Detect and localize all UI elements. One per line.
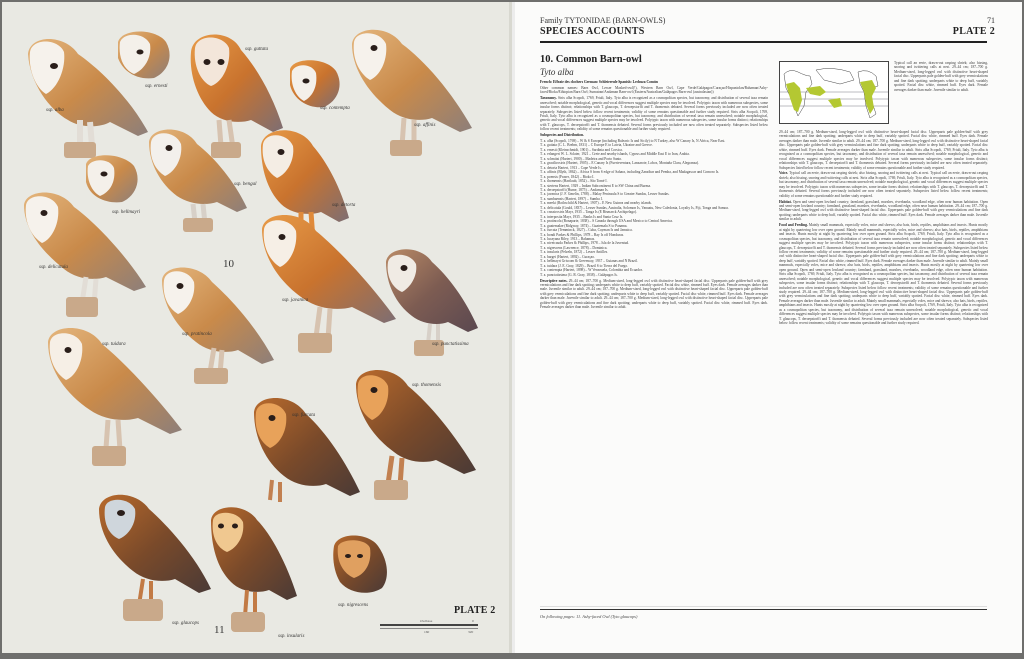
food-text-7: Strix alba Scopoli, 1769, Friuli, Italy. Tyto alba is recognized as a cosmopolitan species, but taxonomy, and distribution of several taxa remain unresolved; notable morphological, genetic and vocal differences suggest multiple species may be involved. Polytypic taxon with numerous subspecies, some insular forms distinct; relationships with T. glaucops, T. deroepstorffi and T. thomensis debated. Several forms previously included are now often treated separately. Subspecies listed below follow recent treatments; validity of some remains questionable and further study required. <box>779 272 988 295</box>
scale-mid: 160 <box>424 630 430 634</box>
subspecies-item: T. a. tuidara (J. E. Gray, 1829) – Brazil S to Tierra del Fuego. <box>540 263 629 268</box>
subspecies-item: T. a. alba (Scopoli, 1769) – W & S Europe (including Balearic Is and Sicily) to N Turkey, also W Canary Is, N Africa, Near East. <box>540 139 726 143</box>
subspecies-item: T. a. bondi Parkes & Phillips, 1978 – Bay Is off Honduras. <box>540 232 625 237</box>
subspecies-item: T. a. javanica (J. F. Gmelin, 1788) – Malay Peninsula S to Greater Sundas, Lesser Sundas. <box>540 192 670 197</box>
subspecies-item: T. a. ernesti (Kleinschmidt, 1901) – Sardinia and Corsica. <box>540 147 623 152</box>
habitat-text-3: 29–44 cm; 187–700 g. Medium-sized, long-legged owl with distinctive heart-shaped facial disc. Upperparts pale golden-buff with grey vermiculations and fine dark spotting; underparts white to deep buff, variably spotted. Facial disc white, rimmed buff. Eyes dark. Female averages darker than male. Juvenile similar to adult. <box>779 204 988 222</box>
food-label: Food and Feeding. <box>779 223 808 228</box>
subspecies-item: T. a. poensis (Fraser, 1842) – Bioko I. <box>540 174 595 179</box>
plate-page <box>2 2 509 653</box>
subspecies-item: T. a. sumbaensis (Hartert, 1897) – Sumba I. <box>540 196 603 201</box>
subspecies-item: T. a. schmitzi (Hartert, 1900) – Madeira and Porto Santo. <box>540 156 623 161</box>
owl-label-nigrescens: ssp. nigrescens <box>338 603 369 608</box>
text-column-right <box>779 130 988 605</box>
subspecies-item: T. a. crassirostris Mayr, 1935 – Tanga Is (E Bismarck Archipelago). <box>540 210 638 215</box>
subspecies-item: T. a. punctatissima (G. R. Gray, 1838) – Galápagos Is. <box>540 272 618 277</box>
food-text-5: Mainly small mammals, especially voles, mice and shrews; also bats, birds, reptiles, amphibians and insects. Hunts mostly at night by quartering low over open ground. <box>779 258 988 272</box>
running-head-plate: PLATE 2 <box>952 26 995 37</box>
owl-illustration-delicatula <box>20 185 150 320</box>
tax-cont: Strix alba Scopoli, 1769, Friuli, Italy. Tyto alba is recognized as a cosmopolitan species, but taxonomy, and distribution of several taxa remain unresolved; notable morphological, genetic and vocal differences suggest multiple species may be involved. Polytypic taxon with numerous subspecies, some insular forms distinct; relationships with T. glaucops, T. deroepstorffi and T. thomensis debated. Several forms previously included are now often treated separately. Subspecies listed below follow recent treatments; validity of some remains questionable and further study required. <box>779 147 988 170</box>
subspecies-item: T. a. contempta (Hartert, 1898) – W Venezuela, Colombia and Ecuador. <box>540 268 643 273</box>
owl-label-thomensis: ssp. thomensis <box>412 383 441 388</box>
owl-illustration-affinis <box>348 22 478 157</box>
subspecies-item: T. a. stertens Hartert, 1929 – Indian Subcontinent E to SW China and Burma. <box>540 183 651 188</box>
subspecies-item: T. a. meeki (Rothschild & Hartert, 1907) – E New Guinea and nearby islands. <box>540 201 652 206</box>
scale-bar-line <box>380 624 478 626</box>
scale-zero: 0 <box>472 619 474 623</box>
owl-illustration-glaucops <box>95 489 215 624</box>
owl-illustration-contempta <box>286 57 342 109</box>
subspecies-item: T. a. nigrescens (Lawrence, 1878) – Dominica. <box>540 245 608 250</box>
food-text-9: Mainly small mammals, especially voles, mice and shrews; also bats, birds, reptiles, amphibians and insects. Hunts mostly at night by quartering low over open ground. <box>779 298 988 308</box>
names-line: French: Effraie des clochers German: Schleiereule Spanish: Lechuza Común <box>540 80 658 84</box>
other-names: Other common names: Barn Owl, Lesser Masked-owl(!), Western Barn Owl, Cape Verde/Galápagos/Curaçao/Hispaniolan/Bahaman/Ashy-faced/Bioko/Ethiopian Barn Owl; Sumatran/Andaman Barn-owl (Eastern/Australian/Galápagos Barn-owl (australasian)) <box>540 85 768 95</box>
owl-label-guttata: ssp. guttata <box>245 47 269 52</box>
food-text-2: Mainly small mammals, especially voles, mice and shrews; also bats, birds, reptiles, amphibians and insects. Hunts mostly at night by quartering low over open ground. <box>779 227 988 237</box>
desc-cont: 29–44 cm; 187–700 g. Medium-sized, long-legged owl with distinctive heart-shaped facial disc. Upperparts pale golden-buff with grey vermiculations and fine dark spotting; underparts white to deep buff, variably spotted. Facial disc white, rimmed buff. Eyes dark. Female averages darker than male. Juvenile similar to adult. <box>779 130 988 143</box>
taxonomy-label: Taxonomy. <box>540 96 557 101</box>
subspecies-item: T. a. deroepstorffi (Hume, 1875) – Andaman Is. <box>540 187 609 192</box>
owl-label-alba: ssp. alba <box>46 108 64 113</box>
subspecies-item: T. a. insularis (Pelzeln, 1872) – Lesser Antilles. <box>540 250 609 255</box>
species-scientific-name: Tyto alba <box>540 67 574 77</box>
subspecies-item: T. a. interposita Mayr, 1935 – Banks Is and Santa Cruz Is. <box>540 214 624 219</box>
subspecies-item: T. a. bargei (Hartert, 1892) – Curaçao. <box>540 254 595 259</box>
subspecies-item: T. a. affinis (Blyth, 1862) – Africa S from S edge of Sahara, including Zanzibar and Pemba, and Madagascar and Comoro Is. <box>540 170 720 175</box>
habitat-text: Open and semi-open lowland country; farmland, grassland, marshes, riverbanks, woodland edge, often near human habitation. <box>792 199 979 204</box>
voice-body: Typical call an eerie, drawn-out rasping shriek; also hissing, snoring and twittering calls at nest. <box>789 171 930 176</box>
owl-illustration-nigrescens <box>330 532 392 597</box>
food-text: Mainly small mammals, especially voles, mice and shrews; also bats, birds, reptiles, amphibians and insects. Hunts mostly at night by quartering low over open ground. <box>779 223 988 232</box>
owl-illustration-insularis <box>207 502 305 639</box>
subspecies-item: T. a. hellmayri Griscom & Greenway, 1937 – Guianas and N Brazil. <box>540 259 638 264</box>
owl-illustration-bengal <box>145 122 250 232</box>
owl-label-pratincola: ssp. pratincola <box>182 332 212 337</box>
descriptive-continued: 29–44 cm; 187–700 g. Medium-sized, long-legged owl with distinctive heart-shaped facial disc. Upperparts pale golden-buff with grey vermiculations and fine dark spotting; underparts white to deep buff, variably spotted. Facial disc white, rimmed buff. Eyes dark. Female averages darker than male. Juvenile similar to adult. <box>894 65 988 92</box>
owl-label-javanica: ssp. javanica <box>282 298 309 303</box>
subspecies-item: T. a. lucayana Riley, 1913 – Bahamas. <box>540 236 595 241</box>
distribution-map <box>779 61 889 124</box>
owl-label-affinis: ssp. affinis <box>414 123 436 128</box>
footer-note: On following pages: 11. Ashy-faced Owl (Tyto glaucops) <box>540 614 638 619</box>
descriptive-text-repeat: 29–44 cm; 187–700 g. Medium-sized, long-legged owl with distinctive heart-shaped facial disc. Upperparts pale golden-buff with grey vermiculations and fine dark spotting; underparts white to deep buff, variably spotted. Facial disc white, rimmed buff. Eyes dark. Female averages darker than male. Juvenile similar to adult. <box>540 287 768 301</box>
footer-rule-light <box>540 606 987 607</box>
owl-label-bengal: ssp. bengal <box>234 182 257 187</box>
subspecies-item: T. a. guttata (C. L. Brehm, 1831) – C Europe E to Latvia, Ukraine and Greece. <box>540 143 653 148</box>
scale-label: Owlbase <box>420 619 433 623</box>
text-column-left <box>540 80 768 605</box>
subspecies-heading: Subspecies and Distribution. <box>540 133 584 138</box>
descriptive-label: Descriptive notes. <box>540 278 568 283</box>
voice-label: Voice. <box>779 171 789 176</box>
subspecies-item: T. a. detorta Hartert, 1913 – Cape Verde Is. <box>540 165 602 170</box>
owl-label-insularis: ssp. insularis <box>278 634 305 639</box>
subspecies-item: T. a. niveicauda Parkes & Phillips, 1978 – Isla de la Juventud. <box>540 241 630 246</box>
scale-bar <box>380 619 480 633</box>
owl-label-tuidara: ssp. tuidara <box>102 342 126 347</box>
world-map-icon <box>780 62 888 123</box>
taxonomy-text-repeat: Strix alba Scopoli, 1769, Friuli, Italy. Tyto alba is recognized as a cosmopolitan species, but taxonomy, and distribution of several taxa remain unresolved; notable morphological, genetic and vocal differences suggest multiple species may be involved. Polytypic taxon with numerous subspecies, some insular forms distinct; relationships with T. glaucops, T. deroepstorffi and T. thomensis debated. Several forms previously included are now often treated separately. Subspecies listed below follow recent treatments; validity of some remains questionable and further study required. <box>540 109 768 132</box>
plate-title: PLATE 2 <box>454 605 496 616</box>
subspecies-item: T. a. gracilirostris (Hartert, 1905) – E Canary Is (Fuerteventura, Lanzarote, Lobos, Montaña Clara, Alegranza). <box>540 161 699 166</box>
plate-number-10: 10 <box>223 258 234 270</box>
voice-body-3: Strix alba Scopoli, 1769, Friuli, Italy. Tyto alba is recognized as a cosmopolitan species, but taxonomy, and distribution of several taxa remain unresolved; notable morphological, genetic and vocal differences suggest multiple species may be involved. Polytypic taxon with numerous subspecies, some insular forms distinct; relationships with T. glaucops, T. deroepstorffi and T. thomensis debated. Several forms previously included are now often treated separately. Subspecies listed below follow recent treatments; validity of some remains questionable and further study required. <box>779 175 988 198</box>
subspecies-item: T. a. thomensis (Hartlaub, 1852) – São Tomé I. <box>540 179 608 184</box>
food-text-10: Strix alba Scopoli, 1769, Friuli, Italy. Tyto alba is recognized as a cosmopolitan species, but taxonomy, and distribution of several taxa remain unresolved; notable morphological, genetic and vocal differences suggest multiple species may be involved. Polytypic taxon with numerous subspecies, some insular forms distinct; relationships with T. glaucops, T. deroepstorffi and T. thomensis debated. Several forms previously included are now often treated separately. Subspecies listed below follow recent treatments; validity of some remains questionable and further study required. <box>779 303 988 326</box>
habitat-text-2: Open and semi-open lowland country; farmland, grassland, marshes, riverbanks, woodland edge, often near human habitation. <box>779 199 988 209</box>
plate-number-11: 11 <box>214 624 225 636</box>
subspecies-item: T. a. delicatula (Gould, 1837) – Lesser Sundas, Australia, Solomon Is, Vanuatu, New Caledonia, Loyalty Is, Fiji, Tonga and Samoa. <box>540 205 729 210</box>
owl-label-detorta: ssp. detorta <box>332 203 356 208</box>
subspecies-item: T. a. erlangeri W. L. Sclater, 1921 – Crete and nearby islands, Cyprus and Middle East E to Iran, Arabia. <box>540 152 690 157</box>
owl-label-punctatissima: ssp. punctatissima <box>432 342 469 347</box>
header-rule <box>540 41 987 43</box>
food-text-8: 29–44 cm; 187–700 g. Medium-sized, long-legged owl with distinctive heart-shaped facial disc. Upperparts pale golden-buff with grey vermiculations and fine dark spotting; underparts white to deep buff, variably spotted. Facial disc white, rimmed buff. Eyes dark. Female averages darker than male. Juvenile similar to adult. <box>779 290 988 303</box>
running-head-family: Family TYTONIDAE (BARN-OWLS) <box>540 16 666 25</box>
descriptive-text-repeat-2: 29–44 cm; 187–700 g. Medium-sized, long-legged owl with distinctive heart-shaped facial disc. Upperparts pale golden-buff with grey vermiculations and fine dark spotting; underparts white to deep buff, variably spotted. Facial disc white, rimmed buff. Eyes dark. Female averages darker than male. Juvenile similar to adult. <box>540 296 768 310</box>
owl-label-glaucops: ssp. glaucops <box>172 621 199 626</box>
footer-rule <box>540 609 987 610</box>
owl-label-furcata: ssp. furcata <box>292 413 316 418</box>
food-text-4: 29–44 cm; 187–700 g. Medium-sized, long-legged owl with distinctive heart-shaped facial disc. Upperparts pale golden-buff with grey vermiculations and fine dark spotting; underparts white to deep buff, variably spotted. Facial disc white, rimmed buff. Eyes dark. Female averages darker than male. Juvenile similar to adult. <box>779 249 988 263</box>
owl-label-contempta: ssp. contempta <box>320 106 350 111</box>
owl-illustration-ernesti <box>114 28 174 80</box>
owl-label-hellmayri: ssp. hellmayri <box>112 210 141 215</box>
food-text-3: Strix alba Scopoli, 1769, Friuli, Italy. Tyto alba is recognized as a cosmopolitan species, but taxonomy, and distribution of several taxa remain unresolved; notable morphological, genetic and vocal differences suggest multiple species may be involved. Polytypic taxon with numerous subspecies, some insular forms distinct; relationships with T. glaucops, T. deroepstorffi and T. thomensis debated. Several forms previously included are now often treated separately. Subspecies listed below follow recent treatments; validity of some remains questionable and further study required. <box>779 232 988 254</box>
descriptive-text: 29–44 cm; 187–700 g. Medium-sized, long-legged owl with distinctive heart-shaped facial disc. Upperparts pale golden-buff with grey vermiculations and fine dark spotting; underparts white to deep buff, variably spotted. Facial disc white, rimmed buff. Eyes dark. Female averages darker than male. Juvenile similar to adult. <box>540 278 768 292</box>
food-text-6: Open and semi-open lowland country; farmland, grassland, marshes, riverbanks, woodland edge, often near human habitation. <box>799 267 988 272</box>
taxonomy-text: Strix alba Scopoli, 1769, Friuli, Italy. Tyto alba is recognized as a cosmopolitan species, but taxonomy, and distribution of several taxa remain unresolved; notable morphological, genetic and vocal differences suggest multiple species may be involved. Polytypic taxon with numerous subspecies, some insular forms distinct; relationships with T. glaucops, T. deroepstorffi and T. thomensis debated. Several forms previously included are now often treated separately. Subspecies listed below follow recent treatments; validity of some remains questionable and further study required. <box>540 96 768 114</box>
subspecies-item: T. a. furcata (Temminck, 1827) – Cuba, Cayman Is and Jamaica. <box>540 228 633 233</box>
page-number: 71 <box>987 16 995 25</box>
desc-cont-2: 29–44 cm; 187–700 g. Medium-sized, long-legged owl with distinctive heart-shaped facial disc. Upperparts pale golden-buff with grey vermiculations and fine dark spotting; underparts white to deep buff, variably spotted. Facial disc white, rimmed buff. Eyes dark. Female averages darker than male. Juvenile similar to adult. <box>779 138 988 152</box>
voice-body-2: Typical call an eerie, drawn-out rasping shriek; also hissing, snoring and twittering calls at nest. <box>779 171 988 180</box>
running-head-section: SPECIES ACCOUNTS <box>540 26 645 37</box>
subspecies-item: T. a. pratincola (Bonaparte, 1838) – S Canada through USA and Mexico to Central America. <box>540 219 673 224</box>
text-page <box>515 2 1022 653</box>
scale-bar-sub <box>380 628 478 629</box>
text-column-right-top <box>894 61 988 132</box>
subspecies-item: T. a. guatemalae (Ridgway, 1874) – Guatemala S to Panama. <box>540 223 628 228</box>
owl-label-delicatula: ssp. delicatula <box>39 265 68 270</box>
owl-label-ernesti: ssp. ernesti <box>145 84 168 89</box>
species-title: 10. Common Barn-owl <box>540 54 642 65</box>
scale-max: 320 <box>468 630 474 634</box>
habitat-label: Habitat. <box>779 199 792 204</box>
voice-text: Typical call an eerie, drawn-out rasping shriek; also hissing, snoring and twittering calls at nest. <box>894 61 988 70</box>
